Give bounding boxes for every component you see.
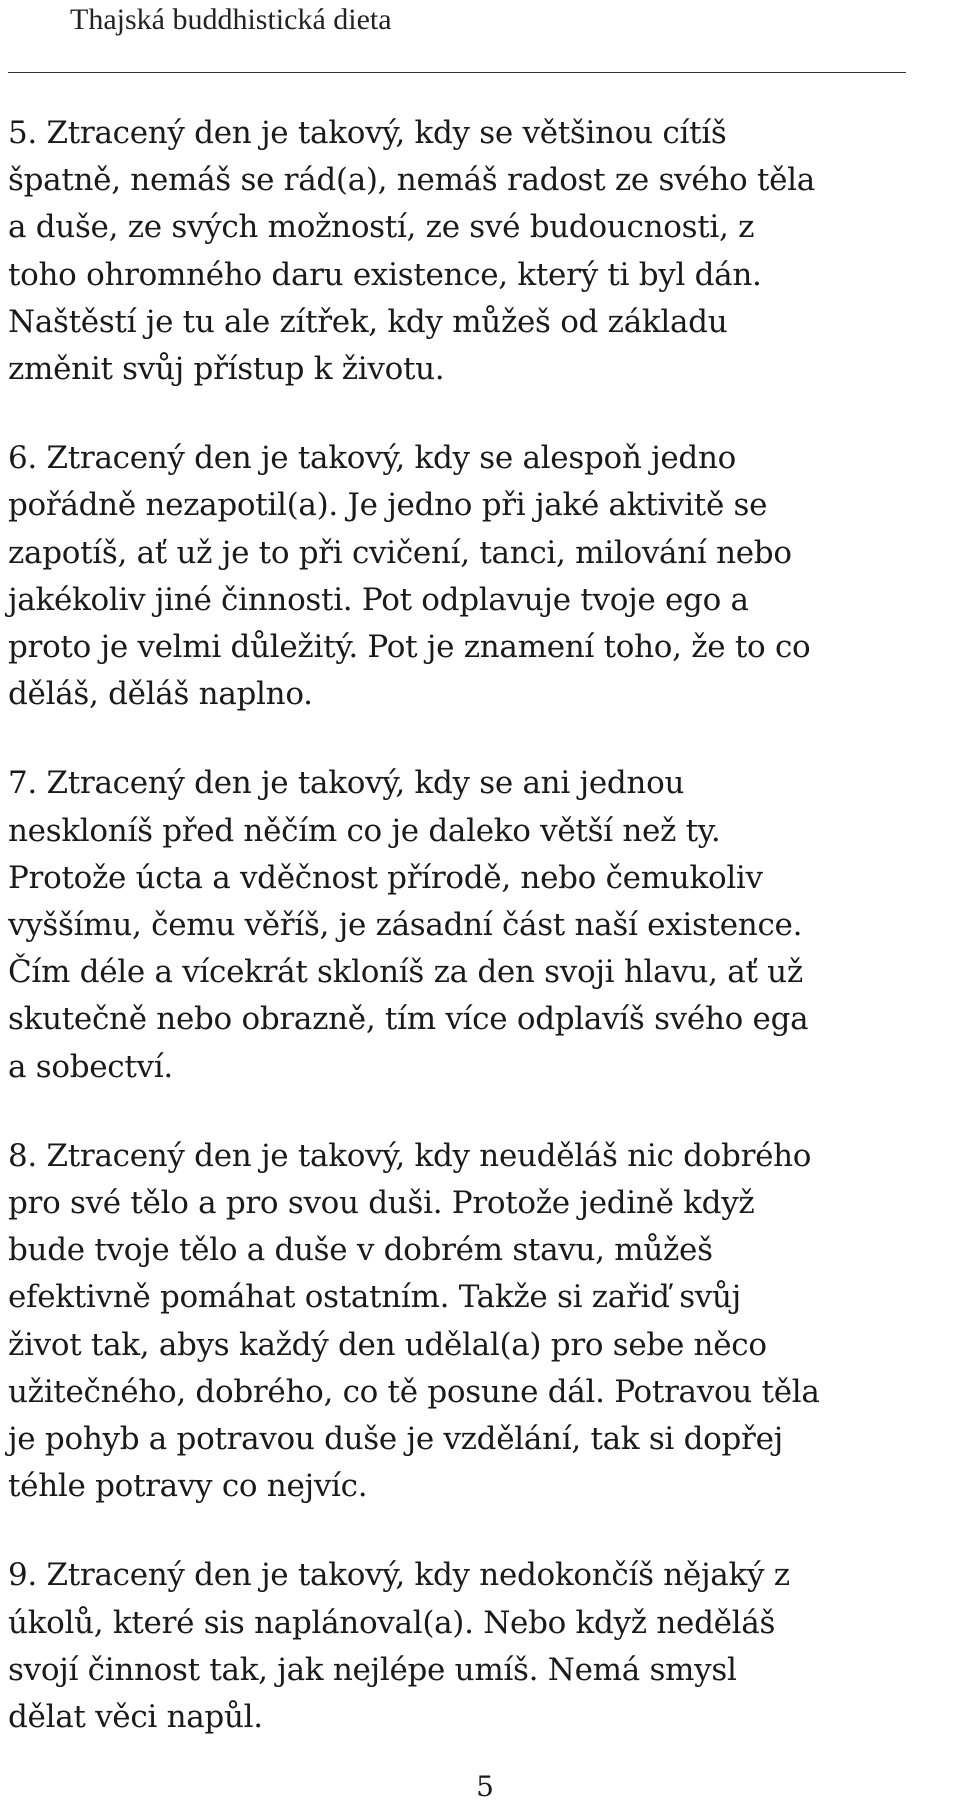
text-line: jakékoliv jiné činnosti. Pot odplavuje tvoje ego a: [8, 581, 749, 618]
text-line: 7. Ztracený den je takový, kdy se ani jednou: [8, 765, 685, 802]
text-line: je pohyb a potravou duše je vzdělání, tak si dopřej: [8, 1421, 783, 1458]
text-line: vyššímu, čemu věříš, je zásadní část naší existence.: [8, 907, 803, 944]
header-divider: [8, 72, 906, 73]
text-line: bude tvoje tělo a duše v dobrém stavu, můžeš: [8, 1232, 713, 1269]
text-line: pořádně nezapotil(a). Je jedno při jaké aktivitě se: [8, 487, 768, 524]
text-line: a duše, ze svých možností, ze své budoucnosti, z: [8, 209, 755, 246]
page-number: 5: [476, 1770, 494, 1803]
text-line: úkolů, které sis naplánoval(a). Nebo když neděláš: [8, 1604, 776, 1641]
text-line: Naštěstí je tu ale zítřek, kdy můžeš od základu: [8, 303, 728, 340]
text-line: život tak, abys každý den udělal(a) pro sebe něco: [8, 1326, 767, 1363]
text-line: 8. Ztracený den je takový, kdy neuděláš nic dobrého: [8, 1137, 812, 1174]
text-line: svojí činnost tak, jak nejlépe umíš. Nemá smysl: [8, 1651, 737, 1688]
running-header-title: Thajská buddhistická dieta: [70, 3, 392, 36]
text-line: změnit svůj přístup k životu.: [8, 351, 445, 388]
text-line: 6. Ztracený den je takový, kdy se alespoň jedno: [8, 440, 737, 477]
document-body: [8, 110, 953, 1783]
text-line: téhle potravy co nejvíc.: [8, 1468, 368, 1505]
text-line: neskloníš před něčím co je daleko větší než ty.: [8, 812, 721, 849]
text-line: 5. Ztracený den je takový, kdy se většinou cítíš: [8, 115, 727, 151]
text-line: pro své tělo a pro svou duši. Protože jedině když: [8, 1185, 755, 1222]
text-line: proto je velmi důležitý. Pot je znamení toho, že to co: [8, 629, 811, 666]
paragraph-item-8: [8, 1133, 953, 1511]
paragraph-item-9: [8, 1552, 953, 1741]
text-line: zapotíš, ať už je to při cvičení, tanci, milování nebo: [8, 534, 792, 571]
paragraph-item-5: [8, 110, 953, 393]
text-line: špatně, nemáš se rád(a), nemáš radost ze svého těla: [8, 162, 815, 199]
text-line: užitečného, dobrého, co tě posune dál. Potravou těla: [8, 1373, 820, 1410]
text-line: Protože úcta a vděčnost přírodě, nebo čemukoliv: [8, 859, 763, 896]
text-line: dělat věci napůl.: [8, 1699, 263, 1736]
text-line: efektivně pomáhat ostatním. Takže si zařiď svůj: [8, 1279, 741, 1316]
text-line: toho ohromného daru existence, který ti byl dán.: [8, 256, 762, 293]
paragraph-item-6: [8, 435, 953, 718]
paragraph-item-7: [8, 760, 953, 1090]
text-line: 9. Ztracený den je takový, kdy nedokončíš nějaký z: [8, 1557, 790, 1594]
text-line: Čím déle a vícekrát skloníš za den svoji hlavu, ať už: [8, 954, 803, 991]
text-line: děláš, děláš naplno.: [8, 676, 313, 713]
text-line: skutečně nebo obrazně, tím více odplavíš svého ega: [8, 1001, 809, 1038]
text-line: a sobectví.: [8, 1048, 173, 1085]
